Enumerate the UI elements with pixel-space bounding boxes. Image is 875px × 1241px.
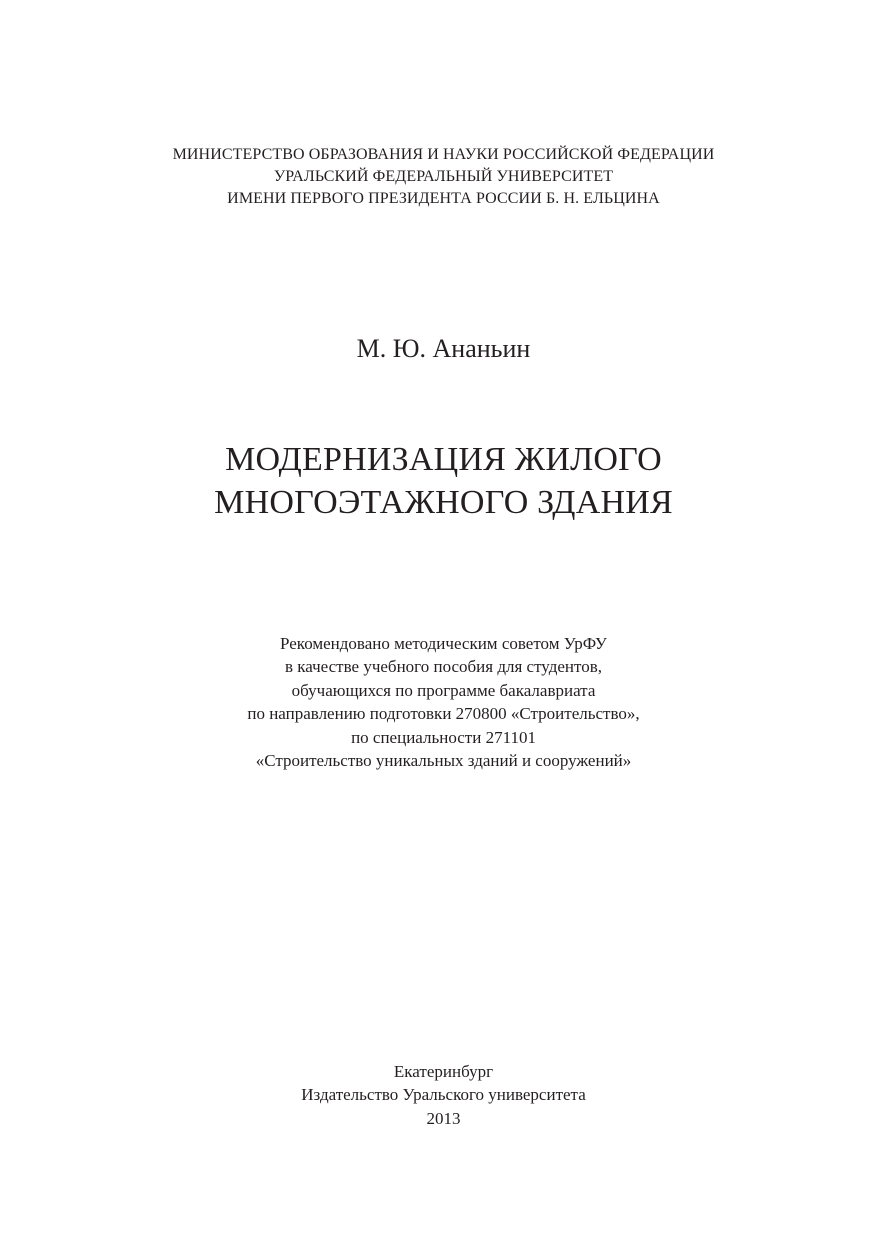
recommendation-line: по специальности 271101 [351, 727, 536, 747]
recommendation-line: по направлению подготовки 270800 «Строительство», [247, 704, 640, 724]
recommendation-line: Рекомендовано методическим советом УрФУ [280, 634, 607, 653]
university-line: УРАЛЬСКИЙ ФЕДЕРАЛЬНЫЙ УНИВЕРСИТЕТ [273, 168, 614, 185]
recommendation-line: обучающихся по программе бакалавриата [291, 680, 596, 700]
imprint-year: 2013 [426, 1108, 461, 1128]
imprint-publisher: Издательство Уральского университета [301, 1085, 586, 1105]
author-name: М. Ю. Ананьин [356, 334, 531, 363]
title-line-2: МНОГОЭТАЖНОГО ЗДАНИЯ [214, 484, 673, 521]
institution-header [0, 144, 875, 210]
author-block [0, 333, 875, 365]
imprint-city: Екатеринбург [393, 1062, 494, 1081]
imprint-block [0, 1060, 875, 1130]
recommendation-block [0, 632, 875, 772]
ministry-line: МИНИСТЕРСТВО ОБРАЗОВАНИЯ И НАУКИ РОССИЙСКОЙ ФЕДЕРАЦИИ [172, 146, 715, 163]
recommendation-line: «Строительство уникальных зданий и сооружений» [255, 751, 632, 771]
recommendation-line: в качестве учебного пособия для студентов, [284, 657, 603, 677]
university-name-line: ИМЕНИ ПЕРВОГО ПРЕЗИДЕНТА РОССИИ Б. Н. ЕЛЬЦИНА [227, 190, 660, 207]
title-line-1: МОДЕРНИЗАЦИЯ ЖИЛОГО [225, 441, 662, 478]
book-title [0, 438, 875, 524]
